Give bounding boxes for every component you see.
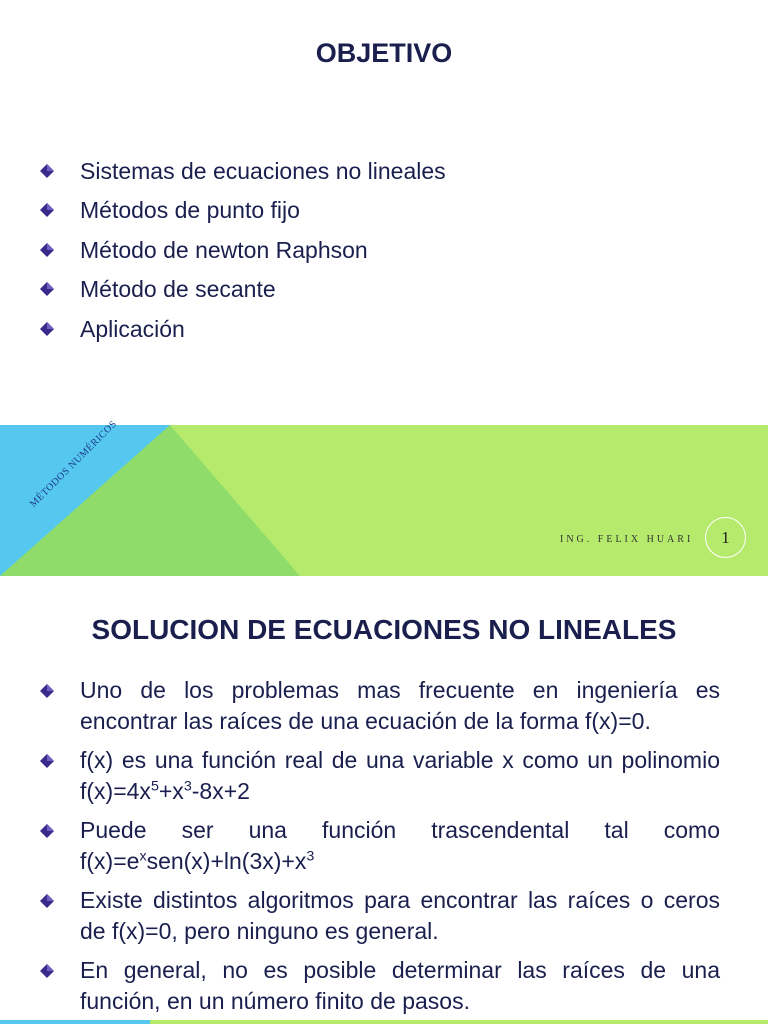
slide-solucion xyxy=(0,576,768,1024)
course-label: MÉTODOS NUMÉRICOS xyxy=(28,418,120,510)
list-item-text: Aplicación xyxy=(80,315,185,342)
list-item-text: Método de newton Raphson xyxy=(80,236,368,263)
list-item xyxy=(80,745,720,807)
diamond-bullet-icon xyxy=(40,203,54,217)
list-item-text: Puede ser una función trascendental tal como $f(x)=e^xsen(x)+\ln(3x)+x^3$ xyxy=(80,817,720,874)
list-item xyxy=(80,191,730,230)
footer-strip-accent xyxy=(0,1020,150,1024)
list-item xyxy=(80,675,720,737)
diamond-bullet-icon xyxy=(40,964,54,978)
objective-list xyxy=(80,152,730,349)
diamond-bullet-icon xyxy=(40,754,54,768)
content-list xyxy=(80,675,720,1024)
diamond-bullet-icon xyxy=(40,824,54,838)
page-number: 1 xyxy=(705,517,746,558)
list-item xyxy=(80,310,730,349)
slide-footer-band xyxy=(0,425,768,576)
list-item-text: Método de secante xyxy=(80,276,276,303)
diamond-bullet-icon xyxy=(40,282,54,296)
diamond-bullet-icon xyxy=(40,684,54,698)
list-item xyxy=(80,885,720,947)
list-item xyxy=(80,270,730,309)
author-name: ING. FELIX HUARI xyxy=(560,534,694,545)
slide-title: OBJETIVO xyxy=(315,38,453,68)
list-item-text: Existe distintos algoritmos para encontrar las raíces o ceros de f(x)=0, pero ninguno es general. xyxy=(80,887,720,944)
list-item xyxy=(80,815,720,877)
list-item xyxy=(80,231,730,270)
list-item xyxy=(80,955,720,1017)
diamond-bullet-icon xyxy=(40,243,54,257)
list-item-text: Uno de los problemas mas frecuente en ingeniería es encontrar las raíces de una ecuación de la forma f(x)=0. xyxy=(80,677,720,734)
diamond-bullet-icon xyxy=(40,322,54,336)
list-item-text: En general, no es posible determinar las raíces de una función, en un número finito de pasos. xyxy=(80,957,720,1014)
list-item-text: f(x) es una función real de una variable x como un polinomio $f(x)=4x^5+x^3-8x+2$ xyxy=(80,747,720,804)
diamond-bullet-icon xyxy=(40,164,54,178)
list-item-text: Métodos de punto fijo xyxy=(80,197,300,224)
list-item xyxy=(80,152,730,191)
slide-title: SOLUCION DE ECUACIONES NO LINEALES xyxy=(91,614,677,645)
diamond-bullet-icon xyxy=(40,894,54,908)
footer-decoration xyxy=(0,425,768,576)
list-item-text: Sistemas de ecuaciones no lineales xyxy=(80,158,446,184)
